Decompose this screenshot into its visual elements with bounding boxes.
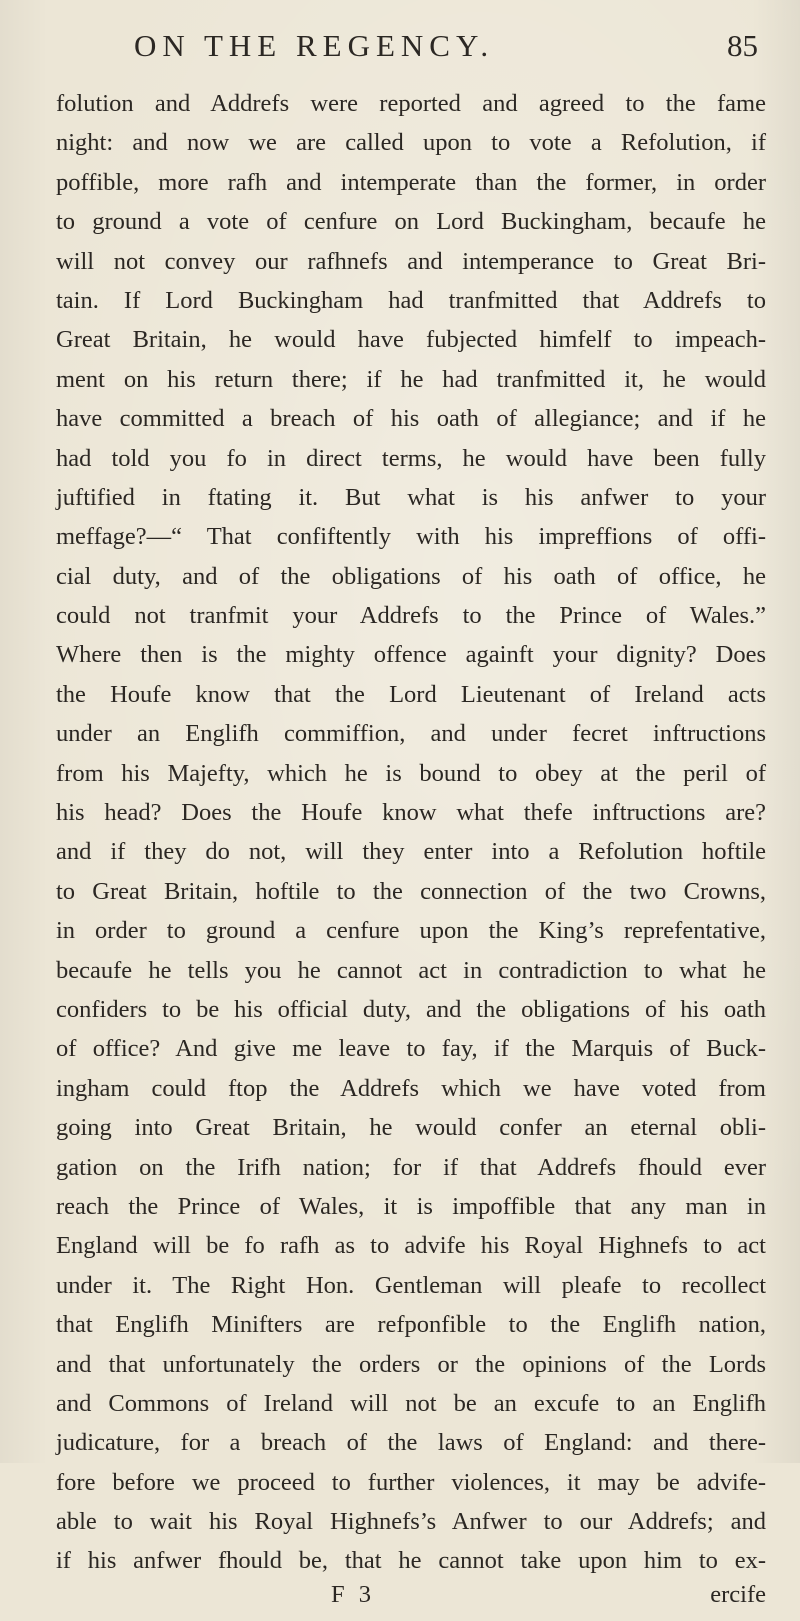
text-line: of office? And give me leave to fay, if the Marquis of Buck- [56, 1035, 766, 1063]
text-line: folution and Addrefs were reported and agreed to the fame [56, 90, 766, 117]
text-line: have committed a breach of his oath of allegiance; and if he [56, 405, 766, 433]
page-footer [56, 1581, 766, 1621]
text-line: tain. If Lord Buckingham had tranfmitted that Addrefs to [56, 286, 766, 314]
page-number: 85 [727, 28, 758, 63]
running-head [56, 28, 766, 80]
text-line: judicature, for a breach of the laws of England: and there- [56, 1429, 766, 1457]
text-line: his head? Does the Houfe know what thefe inftructions are? [56, 799, 766, 827]
text-line: if his anfwer fhould be, that he cannot take upon him to ex- [56, 1547, 766, 1575]
text-line: to Great Britain, hoftile to the connection of the two Crowns, [56, 877, 766, 905]
text-line: cial duty, and of the obligations of his oath of office, he [56, 562, 766, 590]
text-line: had told you fo in direct terms, he would have been fully [56, 444, 766, 472]
text-line: could not tranfmit your Addrefs to the Prince of Wales.” [56, 602, 766, 630]
text-line: under an Englifh commiffion, and under fecret inftructions [56, 720, 766, 748]
text-line: ingham could ftop the Addrefs which we have voted from [56, 1074, 766, 1102]
text-line: under it. The Right Hon. Gentleman will pleafe to recollect [56, 1271, 766, 1299]
text-line: England will be fo rafh as to advife his Royal Highnefs to act [56, 1232, 766, 1260]
running-title: ON THE REGENCY. [134, 28, 495, 63]
text-line: able to wait his Royal Highnefs’s Anfwer to our Addrefs; and [56, 1508, 766, 1536]
text-line: juftified in ftating it. But what is his anfwer to your [56, 483, 766, 511]
text-line: and Commons of Ireland will not be an excufe to an Englifh [56, 1389, 766, 1417]
text-line: becaufe he tells you he cannot act in contradiction to what he [56, 956, 766, 984]
text-line: poffible, more rafh and intemperate than the former, in order [56, 168, 766, 196]
text-line: fore before we proceed to further violences, it may be advife- [56, 1468, 766, 1496]
text-line: reach the Prince of Wales, it is impoffible that any man in [56, 1192, 766, 1220]
text-line: night: and now we are called upon to vote a Refolution, if [56, 129, 766, 157]
text-line: Where then is the mighty offence againft your dignity? Does [56, 641, 766, 669]
text-line: ment on his return there; if he had tranfmitted it, he would [56, 365, 766, 393]
text-line: and that unfortunately the orders or the opinions of the Lords [56, 1350, 766, 1378]
text-line: the Houfe know that the Lord Lieutenant of Ireland acts [56, 680, 766, 708]
text-line: confiders to be his official duty, and the obligations of his oath [56, 995, 766, 1023]
text-line: in order to ground a cenfure upon the King’s reprefentative, [56, 917, 766, 945]
text-line: Great Britain, he would have fubjected himfelf to impeach- [56, 326, 766, 354]
text-line: from his Majefty, which he is bound to obey at the peril of [56, 759, 766, 787]
text-line: going into Great Britain, he would confer an eternal obli- [56, 1114, 766, 1142]
text-line: that Englifh Minifters are refponfible to the Englifh nation, [56, 1311, 766, 1339]
text-line: and if they do not, will they enter into a Refolution hoftile [56, 838, 766, 866]
text-line: will not convey our rafhnefs and intemperance to Great Bri- [56, 247, 766, 275]
catchword: ercife [710, 1580, 766, 1608]
signature-mark: F 3 [331, 1580, 376, 1608]
text-line: to ground a vote of cenfure on Lord Buckingham, becaufe he [56, 208, 766, 236]
text-line: gation on the Irifh nation; for if that Addrefs fhould ever [56, 1153, 766, 1181]
body-text [56, 84, 766, 1581]
text-line: meffage?—“ That confiftently with his impreffions of offi- [56, 523, 766, 551]
